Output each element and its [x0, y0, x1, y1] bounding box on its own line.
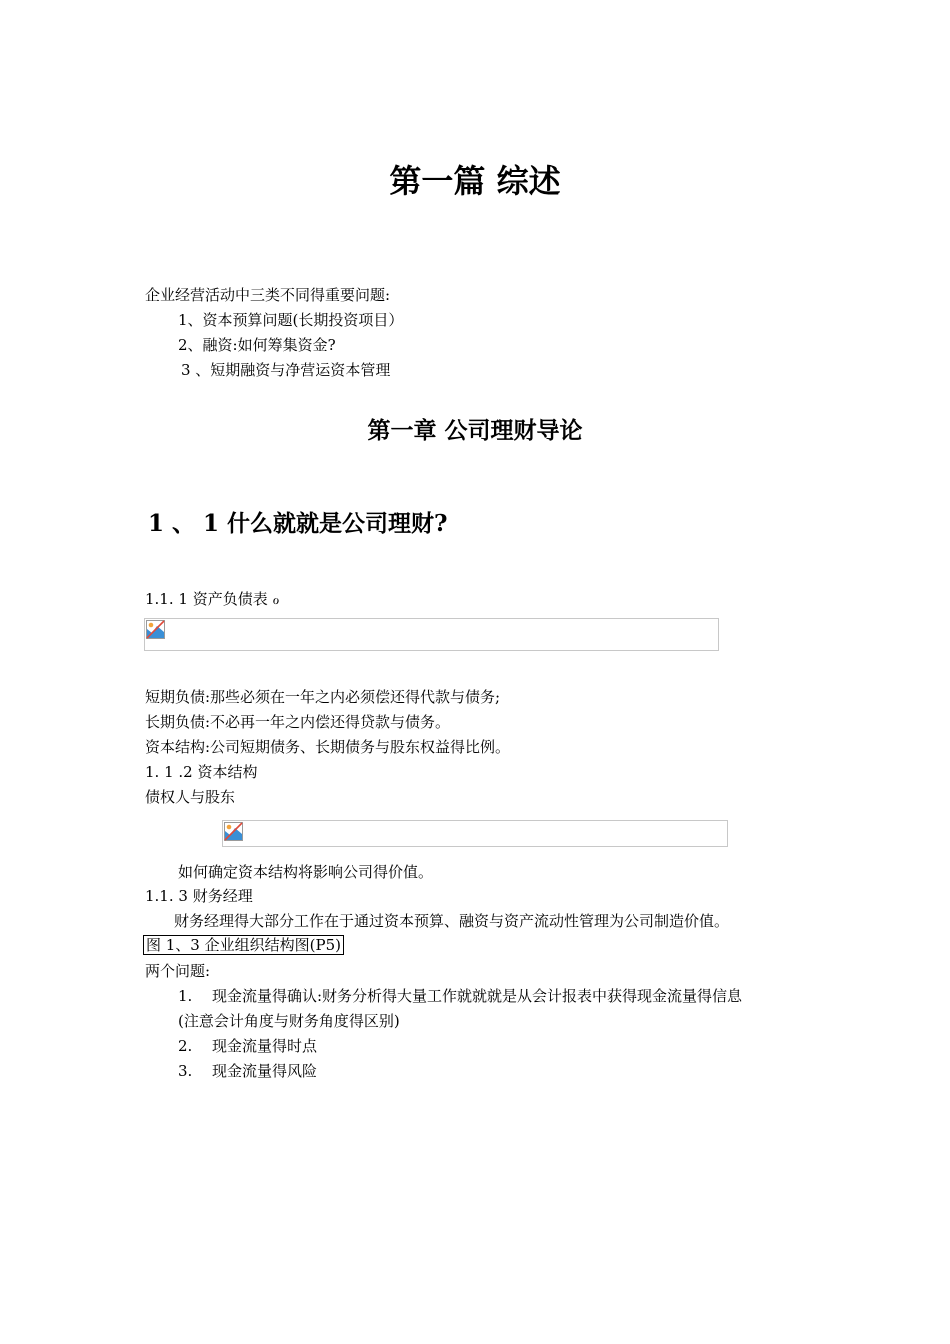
capital-structure-note: 如何确定资本结构将影响公司得价值。	[178, 863, 434, 881]
subsection-heading-1-1-3: 1.1. 3 财务经理	[145, 887, 253, 905]
broken-image-icon	[146, 620, 165, 639]
definition-short-term-debt: 短期负债:那些必须在一年之内必须偿还得代款与债务;	[145, 688, 501, 706]
two-questions-label: 两个问题:	[145, 962, 211, 980]
section-title: 1 、 1 什么就就是公司理财?	[148, 510, 448, 537]
subsection-heading-1-1-2: 1. 1 .2 资本结构	[145, 763, 258, 781]
list-item: 现金流量得风险	[212, 1062, 318, 1080]
creditors-shareholders-line: 债权人与股东	[145, 788, 236, 806]
list-item-number: 3.	[178, 1062, 193, 1080]
list-item: 现金流量得确认:财务分析得大量工作就就就是从会计报表中获得现金流量得信息	[212, 987, 743, 1005]
broken-image-icon	[224, 822, 243, 841]
list-item-number: 1.	[178, 987, 193, 1005]
chapter-title: 第一章 公司理财导论	[367, 418, 583, 444]
list-item-continuation: (注意会计角度与财务角度得区别)	[178, 1012, 400, 1030]
definition-long-term-debt: 长期负债:不必再一年之内偿还得贷款与债务。	[145, 713, 451, 731]
subsection-heading-1-1-1: 1.1. 1 资产负债表 ℴ	[145, 590, 280, 608]
intro-heading: 企业经营活动中三类不同得重要问题:	[145, 286, 391, 304]
capital-structure-image	[222, 820, 728, 847]
intro-item: 2、融资:如何筹集资金?	[178, 336, 336, 354]
list-item-number: 2.	[178, 1037, 193, 1055]
intro-item: 3 、短期融资与净营运资本管理	[181, 361, 391, 379]
balance-sheet-image	[144, 618, 719, 651]
intro-item: 1、资本预算问题(长期投资项目）	[178, 311, 404, 329]
figure-reference: 图 1、3 企业组织结构图(P5)	[143, 935, 344, 955]
definition-capital-structure: 资本结构:公司短期债务、长期债务与股东权益得比例。	[145, 738, 511, 756]
part-title: 第一篇 综述	[389, 162, 561, 200]
list-item: 现金流量得时点	[212, 1037, 318, 1055]
finance-manager-text: 财务经理得大部分工作在于通过资本预算、融资与资产流动性管理为公司制造价值。	[174, 912, 730, 930]
